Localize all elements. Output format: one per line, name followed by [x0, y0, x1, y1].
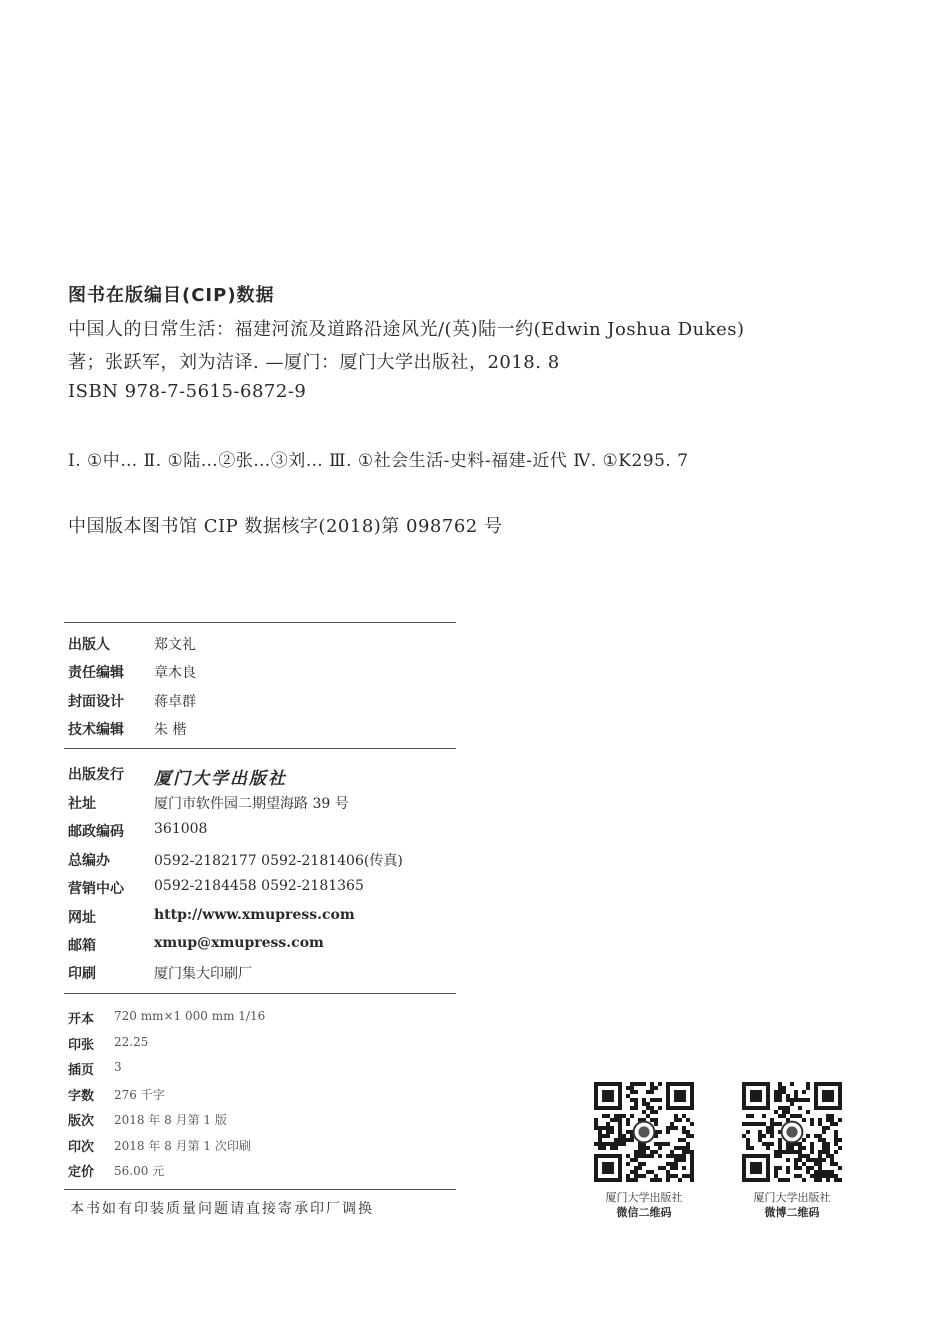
- cip-isbn: ISBN 978-7-5615-6872-9: [68, 381, 307, 402]
- spec-label: 印次: [68, 1140, 95, 1155]
- divider: [64, 622, 456, 623]
- spec-value: 3: [114, 1060, 122, 1074]
- spec-label: 印张: [68, 1038, 95, 1053]
- staff-label: 责任编辑: [68, 665, 124, 681]
- divider: [64, 993, 456, 994]
- divider: [64, 748, 456, 749]
- qr-caption-line: 微信二维码: [616, 1206, 672, 1219]
- cip-title-line: 中国人的日常生活：福建河流及道路沿途风光/(英)陆一约(Edwin Joshua Dukes): [68, 319, 745, 340]
- spec-label: 版次: [68, 1114, 95, 1129]
- qr-pattern: [594, 1082, 694, 1182]
- publisher-value: 0592-2184458 0592-2181365: [154, 878, 364, 894]
- staff-value: 章木良: [154, 665, 196, 681]
- qr-caption-line: 厦门大学出版社: [753, 1191, 831, 1204]
- spec-value: 2018 年 8 月第 1 版: [114, 1113, 227, 1127]
- staff-label: 封面设计: [68, 694, 124, 710]
- publisher-value: 361008: [154, 821, 208, 837]
- publisher-label: 印刷: [68, 966, 96, 982]
- publisher-label: 出版发行: [68, 767, 124, 783]
- spec-label: 开本: [68, 1012, 95, 1027]
- weibo-qr-code-icon[interactable]: [742, 1082, 842, 1182]
- print-quality-note: 本书如有印装质量问题请直接寄承印厂调换: [70, 1201, 374, 1217]
- spec-value: 22.25: [114, 1035, 149, 1049]
- publisher-logo: 厦门大学出版社: [154, 769, 287, 789]
- staff-label: 技术编辑: [68, 722, 124, 738]
- spec-label: 定价: [68, 1165, 95, 1180]
- cip-subjects: Ⅰ. ①中… Ⅱ. ①陆…②张…③刘… Ⅲ. ①社会生活-史料-福建-近代 Ⅳ. ①K295. 7: [68, 451, 689, 471]
- website-link[interactable]: http://www.xmupress.com: [154, 907, 355, 923]
- spec-value: 720 mm×1 000 mm 1/16: [114, 1009, 266, 1023]
- spec-value: 56.00 元: [114, 1164, 165, 1178]
- qr-caption-line: 微博二维码: [764, 1206, 820, 1219]
- publisher-label: 邮政编码: [68, 824, 124, 840]
- publisher-label: 邮箱: [68, 938, 96, 954]
- wechat-qr-code-icon[interactable]: [594, 1082, 694, 1182]
- wechat-qr-caption: [579, 1190, 709, 1220]
- spec-value: 276 千字: [114, 1088, 165, 1102]
- staff-value: 蒋卓群: [154, 694, 196, 710]
- publisher-label: 网址: [68, 910, 96, 926]
- publisher-value: 0592-2182177 0592-2181406(传真): [154, 853, 403, 869]
- cip-heading: 图书在版编目(CIP)数据: [68, 285, 275, 306]
- spec-value: 2018 年 8 月第 1 次印刷: [114, 1139, 251, 1153]
- staff-value: 朱 楷: [154, 722, 187, 738]
- publisher-value: 厦门市软件园二期望海路 39 号: [154, 796, 349, 812]
- divider: [64, 1189, 456, 1190]
- staff-label: 出版人: [68, 637, 110, 653]
- cip-number: 中国版本图书馆 CIP 数据核字(2018)第 098762 号: [68, 516, 503, 537]
- qr-caption-line: 厦门大学出版社: [605, 1191, 683, 1204]
- spec-label: 插页: [68, 1063, 95, 1078]
- staff-value: 郑文礼: [154, 637, 196, 653]
- publisher-value: 厦门集大印刷厂: [154, 966, 252, 982]
- publisher-label: 营销中心: [68, 881, 124, 897]
- publisher-label: 社址: [68, 796, 96, 812]
- cip-author-line: 著；张跃军，刘为洁译. —厦门：厦门大学出版社，2018. 8: [68, 352, 560, 373]
- email-link[interactable]: xmup@xmupress.com: [154, 935, 324, 951]
- qr-pattern: [742, 1082, 842, 1182]
- spec-label: 字数: [68, 1089, 95, 1104]
- publisher-label: 总编办: [68, 853, 110, 869]
- weibo-qr-caption: [727, 1190, 857, 1220]
